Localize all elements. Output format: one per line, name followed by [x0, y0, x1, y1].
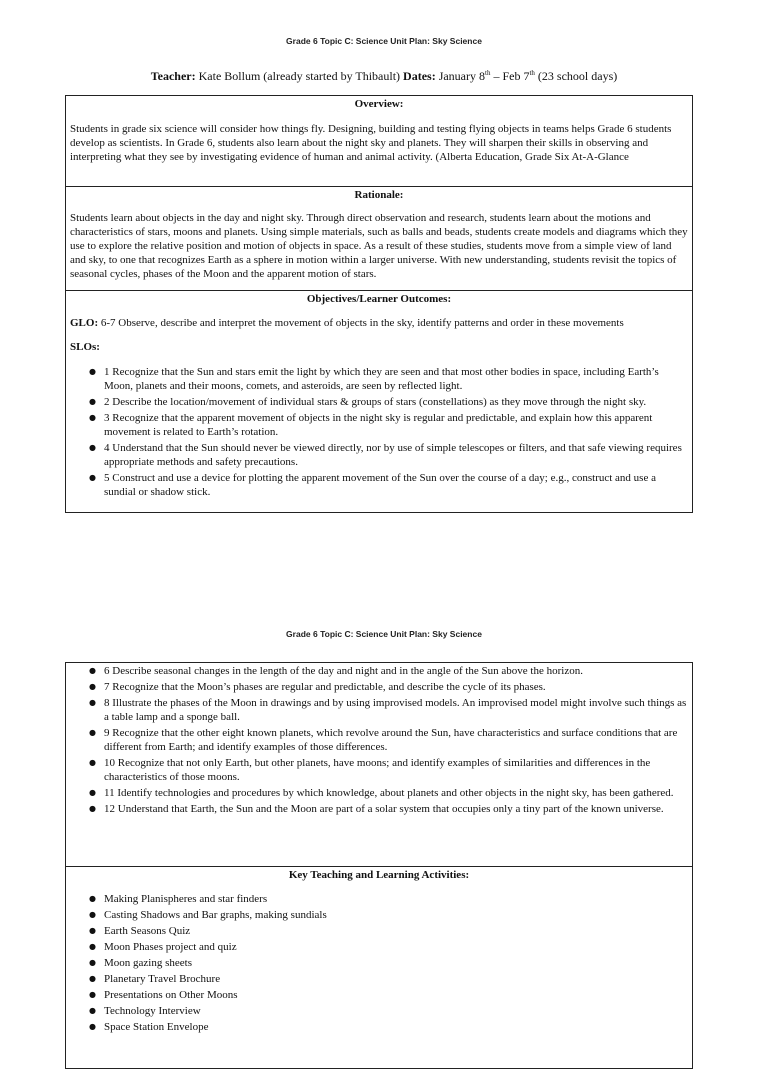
list-item: ● 8 Illustrate the phases of the Moon in drawings and by using improvised models. An improvised model might involve such things as a table lamp and a sponge ball.: [104, 696, 688, 724]
activities-list: [70, 892, 688, 1034]
list-item: ● 9 Recognize that the other eight known planets, which revolve around the Sun, have characteristics and surface conditions that are different from Earth; and identify examples of those differences.: [104, 726, 688, 754]
list-item: ● Moon gazing sheets: [104, 956, 688, 970]
unit-plan-table-page1: [65, 95, 693, 513]
page-header: Grade 6 Topic C: Science Unit Plan: Sky Science: [286, 36, 482, 46]
list-item: ● 1 Recognize that the Sun and stars emit the light by which they are seen and that most other bodies in space, including Earth’s Moon, planets and their moons, comets, and asteroids, are seen by reflected light.: [104, 365, 688, 393]
overview-heading: Overview:: [354, 98, 404, 110]
objectives-cell: [66, 291, 693, 513]
slo-line: [70, 340, 688, 354]
list-item: ● 3 Recognize that the apparent movement of objects in the night sky is regular and predictable, and explain how this apparent movement is related to Earth’s rotation.: [104, 411, 688, 439]
date-separator: – Feb 7: [490, 69, 530, 83]
list-item: ● 12 Understand that Earth, the Sun and the Moon are part of a solar system that occupies only a tiny part of the known universe.: [104, 802, 688, 816]
overview-cell: [66, 96, 693, 187]
activities-cell: [66, 867, 693, 1069]
list-item: ● Casting Shadows and Bar graphs, making sundials: [104, 908, 688, 922]
date-start: January 8: [438, 69, 486, 83]
objectives-heading: Objectives/Learner Outcomes:: [306, 293, 452, 305]
glo-label: GLO:: [70, 317, 99, 329]
teacher-name: Kate Bollum (already started by Thibault): [198, 69, 401, 83]
list-item: ● Technology Interview: [104, 1004, 688, 1018]
page-header: Grade 6 Topic C: Science Unit Plan: Sky Science: [286, 629, 482, 639]
list-item: ● Space Station Envelope: [104, 1020, 688, 1034]
slo-continued-cell: [66, 663, 693, 867]
list-item: ● 7 Recognize that the Moon’s phases are regular and predictable, and describe the cycle of its phases.: [104, 680, 688, 694]
list-item: ● Making Planispheres and star finders: [104, 892, 688, 906]
slo-label: SLOs:: [70, 341, 100, 353]
list-item: ● 4 Understand that the Sun should never be viewed directly, nor by use of simple telescopes or filters, and that safe viewing requires appropriate methods and safety precautions.: [104, 441, 688, 469]
teacher-label: Teacher:: [150, 69, 196, 83]
glo-line: [70, 316, 688, 330]
list-item: ● 6 Describe seasonal changes in the length of the day and night and in the angle of the Sun above the horizon.: [104, 664, 688, 678]
rationale-text: Students learn about objects in the day and night sky. Through direct observation and research, students learn about the motions and characteristics of stars, moons and planets. Using simple materials, such as balls and beads, students create models and diagrams which they use to explore the relative position and motion of objects in space. As a result of these studies, students move from a simple view of land and sky, to one that recognizes Earth as a sphere in motion within a larger universe. With new understanding, students revisit the topics of seasonal cycles, phases of the Moon and the apparent motion of stars.: [70, 212, 688, 280]
teacher-dates-line: [0, 69, 768, 84]
rationale-cell: [66, 187, 693, 291]
list-item: ● 2 Describe the location/movement of individual stars & groups of stars (constellations) as they move through the night sky.: [104, 395, 688, 409]
list-item: ● Presentations on Other Moons: [104, 988, 688, 1002]
activities-heading: Key Teaching and Learning Activities:: [288, 869, 470, 881]
date-tail: (23 school days): [534, 69, 618, 83]
dates-label: Dates:: [403, 69, 436, 83]
list-item: ● 5 Construct and use a device for plotting the apparent movement of the Sun over the course of a day; e.g., construct and use a sundial or shadow stick.: [104, 471, 688, 499]
list-item: ● Moon Phases project and quiz: [104, 940, 688, 954]
list-item: ● Planetary Travel Brochure: [104, 972, 688, 986]
list-item: ● Earth Seasons Quiz: [104, 924, 688, 938]
unit-plan-table-page2: [65, 662, 693, 1069]
rationale-heading: Rationale:: [354, 189, 404, 201]
overview-text: Students in grade six science will consider how things fly. Designing, building and testing flying objects in teams helps Grade 6 students develop as scientists. In Grade 6, students also learn about the night sky and planets. They will sharpen their skills in observing and interpreting what they see by investigating evidence of human and animal activity. (Alberta Education, Grade Six At-A-Glance: [70, 123, 672, 163]
list-item: ● 10 Recognize that not only Earth, but other planets, have moons; and identify examples of similarities and differences in the characteristics of those moons.: [104, 756, 688, 784]
slo-list-page2: [70, 664, 688, 816]
slo-list-page1: [70, 365, 688, 499]
list-item: ● 11 Identify technologies and procedures by which knowledge, about planets and other objects in the night sky, has been gathered.: [104, 786, 688, 800]
glo-text: 6-7 Observe, describe and interpret the movement of objects in the sky, identify patterns and order in these movements: [98, 317, 624, 329]
date-start-suffix: th: [485, 69, 491, 77]
date-end-suffix: th: [529, 69, 535, 77]
